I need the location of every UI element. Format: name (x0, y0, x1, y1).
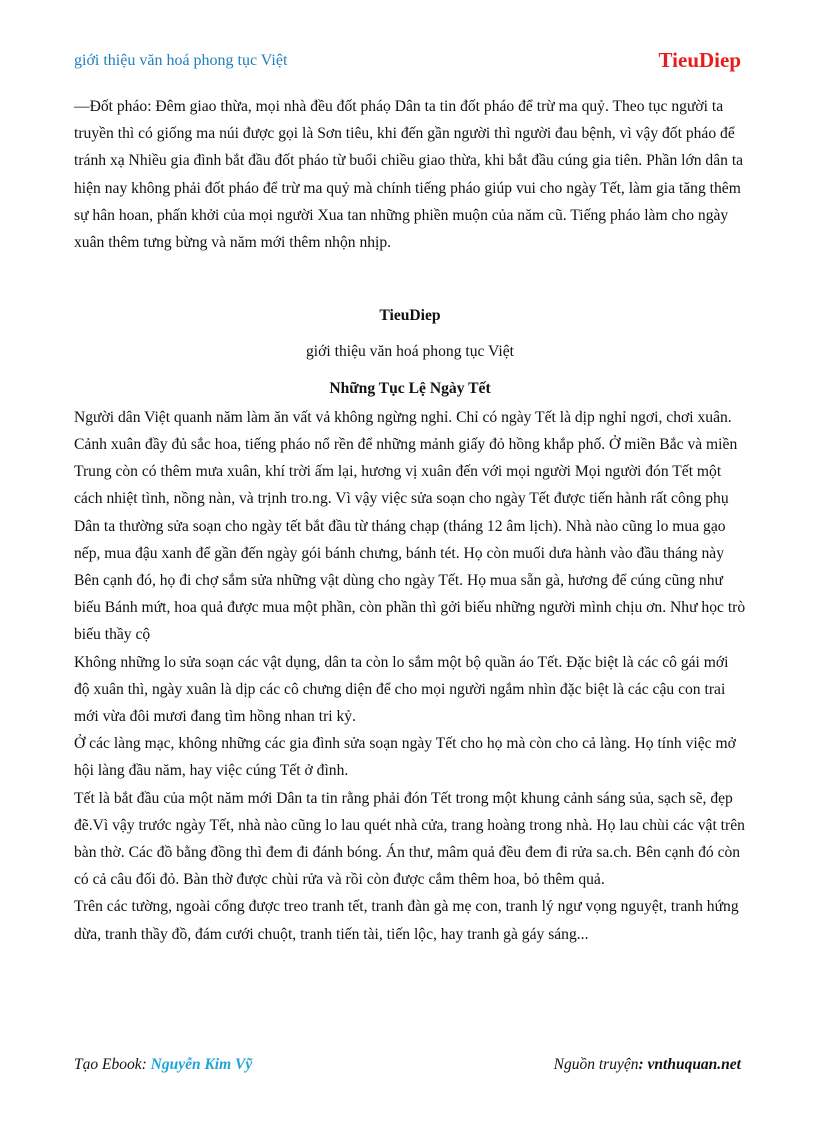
footer-source-credit (554, 1056, 741, 1074)
paragraph: Trên các tường, ngoài cổng được treo tranh tết, tranh đàn gà mẹ con, tranh lý ngư vọng nguyệt, tranh hứng dừa, tranh thầy đồ, đám cưới chuột, tranh tiến tài, tiến lộc, hay tranh gà gáy sáng... (74, 898, 739, 943)
header-series-title: giới thiệu văn hoá phong tục Việt (74, 52, 288, 69)
section-author: TieuDiep (379, 307, 441, 325)
paragraph: Người dân Việt quanh năm làm ăn vất vả không ngừng nghỉ. Chỉ có ngày Tết là dịp nghỉ ngơi, chơi xuân. Cảnh xuân đầy đủ sắc hoa, tiếng pháo nổ rền để những mảnh giấy đỏ hồng khắp phố. Ở miền Bắc và miền Trung còn có thêm mưa xuân, khí trời ấm lại, hương vị xuân đến với mọi người Mọi người đón Tết một cách nhiệt tình, nồng nàn, và trịnh tro.ng. Vì vậy việc sửa soạn cho ngày Tết được tiến hành rất công phụ (74, 408, 738, 508)
section-spacer (74, 256, 746, 302)
paragraph: Ở các làng mạc, không những các gia đình sửa soạn ngày Tết cho họ mà còn cho cả làng. Họ tính việc mở hội làng đầu năm, hay việc cúng Tết ở đình. (74, 735, 736, 780)
footer-ebook-creator-link[interactable]: Nguyễn Kim Vỹ (150, 1056, 253, 1073)
footer-source-label: Nguồn truyện (553, 1056, 639, 1073)
footer-source-site-link[interactable]: vnthuquan.net (647, 1056, 741, 1073)
footer-source-separator: : (638, 1056, 648, 1073)
paragraph: Dân ta thường sửa soạn cho ngày tết bắt đầu từ tháng chạp (tháng 12 âm lịch). Nhà nào cũng lo mua gạo nếp, mua đậu xanh để gần đến ngày gói bánh chưng, bánh tét. Họ còn muối dưa hành vào đầu tháng này Bên cạnh đó, họ đi chợ sắm sửa những vật dùng cho ngày Tết. Họ mua sẵn gà, hương để cúng cũng như biếu Bánh mứt, hoa quả được mua một phần, còn phần thì gởi biếu những người mình chịu ơn. Như học trò biếu thầy cộ (74, 517, 746, 644)
intro-paragraph: —Đốt pháo: Đêm giao thừa, mọi nhà đều đốt pháọ Dân ta tin đốt pháo để trừ ma quỷ. Theo tục người ta truyền thì có giống ma núi được gọi là Sơn tiêu, khi đến gần người thì người đau bệnh, vì vậy đốt pháo để tránh xạ Nhiều gia đình bắt đầu đốt pháo từ buổi chiều giao thừa, khi bắt đầu cúng gia tiên. Phần lớn dân ta hiện nay không phải đốt pháo để trừ ma quỷ mà chính tiếng pháo giúp vui cho ngày Tết, làm gia tăng thêm sự hân hoan, phấn khởi của mọi người Xua tan những phiền muộn của năm cũ. Tiếng pháo làm cho ngày xuân thêm tưng bừng và năm mới thêm nhộn nhịp. (74, 98, 744, 252)
document-body (74, 93, 746, 948)
footer-ebook-label: Tạo Ebook (74, 1056, 142, 1073)
section-series-title: giới thiệu văn hoá phong tục Việt (306, 343, 514, 361)
paragraph: Tết là bắt đầu của một năm mới Dân ta tin rằng phải đón Tết trong một khung cảnh sáng sủa, sạch sẽ, đẹp đẽ.Vì vậy trước ngày Tết, nhà nào cũng lo lau quét nhà cửa, trang hoàng trong nhà. Họ lau chùi các vật trên bàn thờ. Các đồ bằng đồng thì đem đi đánh bóng. Án thư, mâm quả đều đem đi rửa sa.ch. Bên cạnh đó còn có cả câu đối đỏ. Bàn thờ được chùi rửa và rồi còn được cắm thêm hoa, bỏ thêm quả. (74, 789, 745, 889)
header-author: TieuDiep (658, 48, 741, 72)
paragraph: Không những lo sửa soạn các vật dụng, dân ta còn lo sắm một bộ quần áo Tết. Đặc biệt là các cô gái mới độ xuân thì, ngày xuân là dịp các cô chưng diện để cho mọi người ngắm nhìn đặc biệt là các cậu con trai mới vừa đôi mươi đang tìm hồng nhan tri kỷ. (74, 653, 729, 726)
section-title: Những Tục Lệ Ngày Tết (329, 379, 491, 397)
footer-ebook-separator: : (141, 1056, 151, 1073)
footer-ebook-credit (74, 1056, 252, 1074)
